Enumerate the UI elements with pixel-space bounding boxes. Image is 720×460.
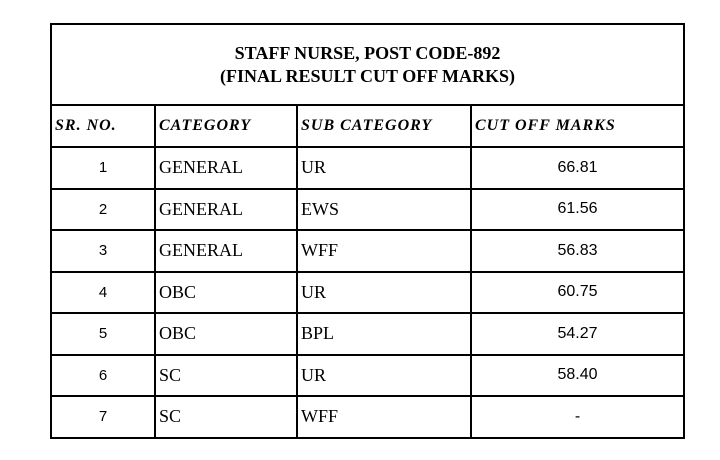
header-cut-off-marks: CUT OFF MARKS bbox=[471, 105, 684, 147]
category-cell: GENERAL bbox=[155, 147, 297, 189]
sr-no-cell: 2 bbox=[51, 189, 155, 231]
header-sub-category: SUB CATEGORY bbox=[297, 105, 471, 147]
title-line-2: (FINAL RESULT CUT OFF MARKS) bbox=[219, 65, 516, 86]
title-row bbox=[51, 24, 684, 105]
category-cell: SC bbox=[155, 355, 297, 397]
marks-cell: 54.27 bbox=[471, 313, 684, 355]
table-row bbox=[51, 355, 684, 397]
marks-cell: 56.83 bbox=[471, 230, 684, 272]
sr-no-cell: 1 bbox=[51, 147, 155, 189]
marks-cell: 60.75 bbox=[471, 272, 684, 314]
marks-cell: 61.56 bbox=[471, 189, 684, 231]
table-row bbox=[51, 313, 684, 355]
marks-cell: 58.40 bbox=[471, 355, 684, 397]
header-row bbox=[51, 105, 684, 147]
category-cell: GENERAL bbox=[155, 230, 297, 272]
sub-category-cell: WFF bbox=[297, 230, 471, 272]
category-cell: GENERAL bbox=[155, 189, 297, 231]
sr-no-cell: 5 bbox=[51, 313, 155, 355]
category-cell: OBC bbox=[155, 272, 297, 314]
category-cell: OBC bbox=[155, 313, 297, 355]
table-row bbox=[51, 396, 684, 438]
header-sr-no: SR. NO. bbox=[51, 105, 155, 147]
marks-cell: - bbox=[471, 396, 684, 438]
category-cell: SC bbox=[155, 396, 297, 438]
sub-category-cell: WFF bbox=[297, 396, 471, 438]
title-line-1: STAFF NURSE, POST CODE-892 bbox=[234, 42, 501, 63]
sub-category-cell: UR bbox=[297, 355, 471, 397]
sub-category-cell: BPL bbox=[297, 313, 471, 355]
sr-no-cell: 3 bbox=[51, 230, 155, 272]
sub-category-cell: EWS bbox=[297, 189, 471, 231]
table-row bbox=[51, 272, 684, 314]
marks-cell: 66.81 bbox=[471, 147, 684, 189]
sr-no-cell: 4 bbox=[51, 272, 155, 314]
sr-no-cell: 7 bbox=[51, 396, 155, 438]
sub-category-cell: UR bbox=[297, 272, 471, 314]
cut-off-marks-table bbox=[50, 23, 685, 439]
table-row bbox=[51, 147, 684, 189]
table-row bbox=[51, 189, 684, 231]
sr-no-cell: 6 bbox=[51, 355, 155, 397]
table-title bbox=[51, 24, 684, 105]
sub-category-cell: UR bbox=[297, 147, 471, 189]
table-row bbox=[51, 230, 684, 272]
header-category: CATEGORY bbox=[155, 105, 297, 147]
